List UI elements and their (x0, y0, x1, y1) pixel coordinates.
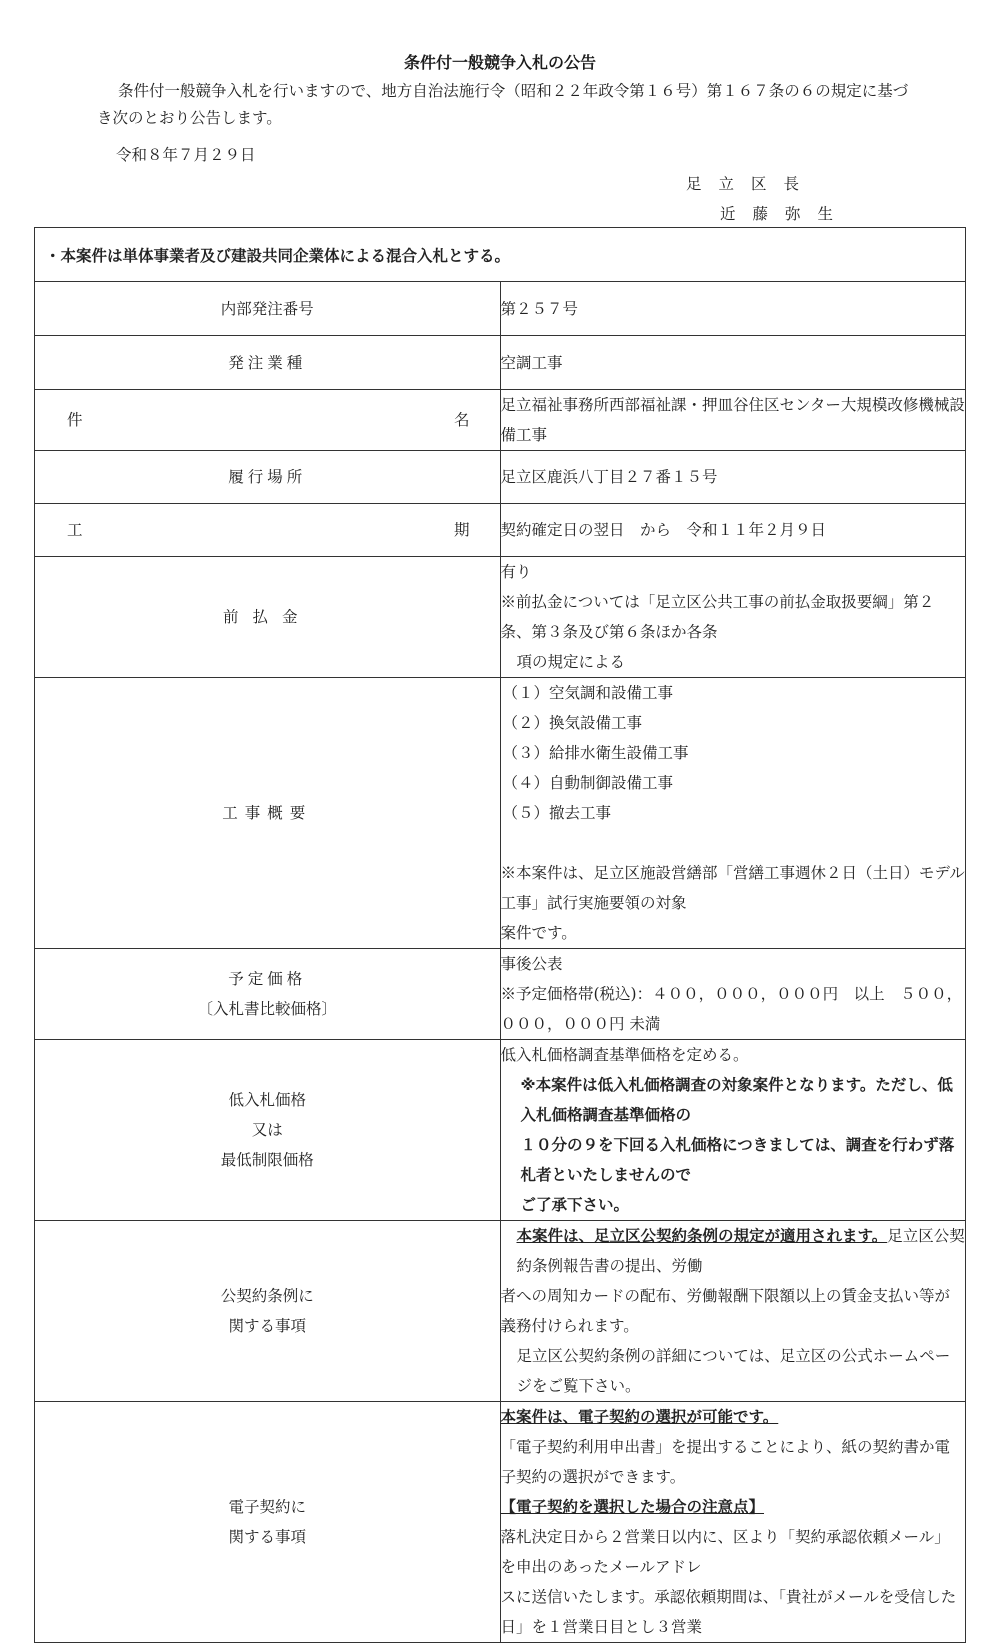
public-contract-line-1 (501, 1221, 966, 1281)
low-bid-label-1: 低入札価格 (228, 1091, 306, 1109)
price-line-1: 事後公表 (500, 955, 563, 973)
low-bid-line-1: 低入札価格調査基準価格を定める。 (500, 1046, 749, 1064)
overview-item-2: （２）換気設備工事 (502, 714, 643, 732)
order-number-value: 第２５７号 (500, 282, 966, 336)
subject-label (35, 390, 501, 451)
overview-note-1: ※本案件は、足立区施設営繕部「営繕工事週休２日（土日）モデル工事」試行実施要領の対象 (500, 864, 965, 912)
advance-line-2: ※前払金については「足立区公共工事の前払金取扱要綱」第２条、第３条及び第６条ほか各条 (500, 593, 935, 641)
advance-line-1: 有り (500, 563, 532, 581)
overview-item-4: （４）自動制御設備工事 (502, 774, 674, 792)
row-advance-payment (35, 557, 966, 678)
overview-note-2: 案件です。 (500, 924, 577, 942)
overview-item-1: （１）空気調和設備工事 (502, 684, 674, 702)
row-public-contract (35, 1221, 966, 1402)
intro-paragraph: 条件付一般競争入札を行いますので、地方自治法施行令（昭和２２年政令第１６号）第１６７条の６の規定に基づき次のとおり公告します。 (97, 82, 909, 127)
subject-label-b: 名 (453, 411, 470, 429)
subject-label-a: 件 (67, 411, 83, 429)
row-e-contract (35, 1402, 966, 1643)
row-location (35, 451, 966, 504)
public-contract-line-1-emphasis: 本案件は、足立区公契約条例の規定が適用されます。 (516, 1227, 888, 1245)
row-planned-price (35, 949, 966, 1040)
low-bid-line-3: １０分の９を下回る入札価格につきましては、調査を行わず落札者といたしませんので (520, 1136, 955, 1184)
e-contract-line-2: 「電子契約利用申出書」を提出することにより、紙の契約書か電子契約の選択ができます。 (500, 1438, 951, 1486)
public-contract-line-2: 者への周知カードの配布、労働報酬下限額以上の賃金支払い等が義務付けられます。 (500, 1287, 951, 1335)
bid-details-table (34, 227, 966, 1643)
mayor-name: 近藤弥生 (720, 205, 851, 223)
overview-item-5: （５）撤去工事 (502, 804, 612, 822)
announcement-date: 令和８年７月２９日 (116, 146, 256, 164)
overview-value (500, 678, 966, 949)
low-bid-label (35, 1040, 501, 1221)
e-contract-value (500, 1402, 966, 1643)
price-label-1: 予定価格 (228, 970, 307, 988)
low-bid-value (500, 1040, 966, 1221)
subject-value: 足立福祉事務所西部福祉課・押皿谷住区センター大規模改修機械設備工事 (500, 390, 966, 451)
e-contract-line-4: 落札決定日から２営業日以内に、区より「契約承認依頼メール」を申出のあったメールアドレ (500, 1528, 950, 1576)
advance-label: 前払金 (35, 557, 501, 678)
low-bid-line-2: ※本案件は低入札価格調査の対象案件となります。ただし、低入札価格調査基準価格の (520, 1076, 953, 1124)
period-value: 契約確定日の翌日 から 令和１１年２月９日 (500, 504, 966, 557)
row-overview (35, 678, 966, 949)
low-bid-label-2: 又は (251, 1121, 283, 1139)
public-contract-line-3: 足立区公契約条例の詳細については、足立区の公式ホームページをご覧下さい。 (516, 1347, 951, 1395)
public-contract-label-1: 公契約条例に (220, 1287, 314, 1305)
public-contract-line-1-rest: 足立区公契約条例報告書の提出、労働 (516, 1227, 965, 1275)
e-contract-line-3: 【電子契約を選択した場合の注意点】 (500, 1498, 765, 1516)
mixed-bid-notice: ・本案件は単体事業者及び建設共同企業体による混合入札とする。 (35, 228, 966, 282)
price-label (35, 949, 501, 1040)
order-number-label: 内部発注番号 (35, 282, 501, 336)
e-contract-line-1: 本案件は、電子契約の選択が可能です。 (500, 1408, 779, 1426)
low-bid-line-4: ご了承下さい。 (520, 1196, 630, 1214)
location-value: 足立区鹿浜八丁目２７番１５号 (500, 451, 966, 504)
advance-line-3: 項の規定による (516, 653, 626, 671)
public-contract-label-2: 関する事項 (228, 1317, 306, 1335)
row-low-bid (35, 1040, 966, 1221)
e-contract-label (35, 1402, 501, 1643)
period-label (35, 504, 501, 557)
public-contract-label (35, 1221, 501, 1402)
page-title: 条件付一般競争入札の公告 (403, 53, 596, 72)
authority-title: 足立区長 (686, 175, 817, 193)
row-work-type (35, 336, 966, 390)
e-contract-line-5: スに送信いたします。承認依頼期間は、「貴社がメールを受信した日」を１営業日目とし３営業 (500, 1588, 957, 1636)
row-order-number (35, 282, 966, 336)
price-value (500, 949, 966, 1040)
public-contract-value (500, 1221, 966, 1402)
price-line-2: ※予定価格帯(税込)：４００，０００，０００円 以上 ５００，０００，０００円 未満 (500, 985, 963, 1033)
overview-spacer (501, 828, 966, 858)
row-subject (35, 390, 966, 451)
overview-item-3: （３）給排水衛生設備工事 (502, 744, 689, 762)
low-bid-label-3: 最低制限価格 (220, 1151, 314, 1169)
e-contract-label-2: 関する事項 (228, 1528, 306, 1546)
advance-value (500, 557, 966, 678)
location-label: 履行場所 (35, 451, 501, 504)
overview-label: 工事概要 (35, 678, 501, 949)
period-label-b: 期 (453, 521, 470, 539)
row-period (35, 504, 966, 557)
price-label-2: 〔入札書比較価格〕 (197, 1000, 337, 1018)
period-label-a: 工 (67, 521, 83, 539)
e-contract-label-1: 電子契約に (228, 1498, 306, 1516)
work-type-value: 空調工事 (500, 336, 966, 390)
work-type-label: 発注業種 (35, 336, 501, 390)
